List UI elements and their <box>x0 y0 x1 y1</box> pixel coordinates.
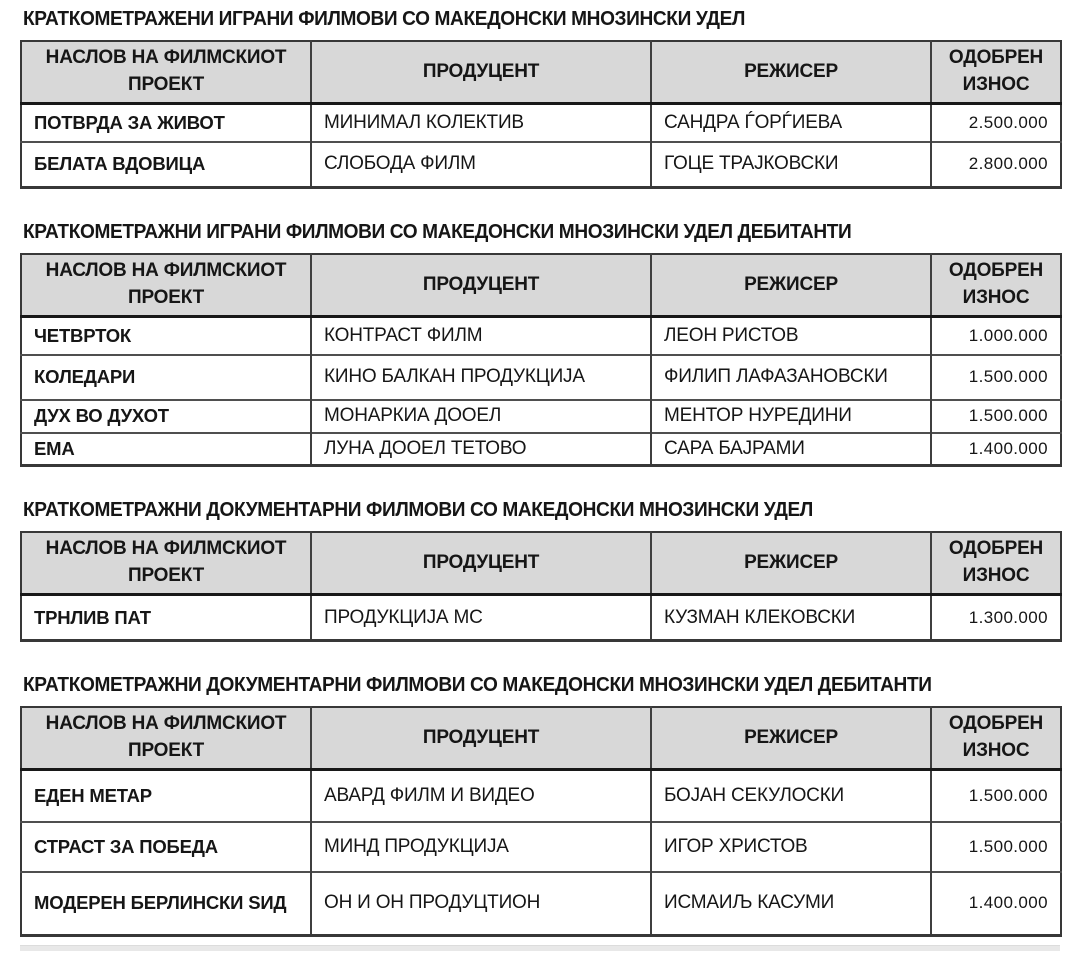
table-row <box>21 355 1061 400</box>
cell-producer: СЛОБОДА ФИЛМ <box>311 142 651 188</box>
films-table <box>20 706 1062 937</box>
table-row <box>21 770 1061 822</box>
table-row <box>21 433 1061 466</box>
section-title: КРАТКОМЕТРАЖНИ ДОКУМЕНТАРНИ ФИЛМОВИ СО МАКЕДОНСКИ МНОЗИНСКИ УДЕЛ <box>23 499 813 521</box>
cell-producer: КОНТРАСТ ФИЛМ <box>311 317 651 355</box>
cell-approved-amount: 1.500.000 <box>931 770 1061 822</box>
cell-approved-amount: 1.400.000 <box>931 433 1061 466</box>
column-header-producer: ПРОДУЦЕНТ <box>311 532 651 595</box>
column-header-film-title: НАСЛОВ НА ФИЛМСКИОТ ПРОЕКТ <box>21 41 311 104</box>
column-header-director: РЕЖИСЕР <box>651 707 931 770</box>
table-header-row <box>21 41 1061 104</box>
table-header-row <box>21 707 1061 770</box>
cell-producer: АВАРД ФИЛМ И ВИДЕО <box>311 770 651 822</box>
film-category-section <box>20 499 1060 642</box>
cell-director: САНДРА ЃОРЃИЕВА <box>651 104 931 142</box>
section-title: КРАТКОМЕТРАЖНИ ИГРАНИ ФИЛМОВИ СО МАКЕДОНСКИ МНОЗИНСКИ УДЕЛ ДЕБИТАНТИ <box>23 221 852 243</box>
cell-film-title: ЕДЕН МЕТАР <box>21 770 311 822</box>
cell-producer: МИНД ПРОДУКЦИЈА <box>311 822 651 872</box>
cell-approved-amount: 1.400.000 <box>931 872 1061 936</box>
table-row <box>21 400 1061 433</box>
cell-producer: МИНИМАЛ КОЛЕКТИВ <box>311 104 651 142</box>
film-category-section <box>20 674 1060 937</box>
cell-approved-amount: 1.000.000 <box>931 317 1061 355</box>
cell-director: ЛЕОН РИСТОВ <box>651 317 931 355</box>
cell-producer: КИНО БАЛКАН ПРОДУКЦИЈА <box>311 355 651 400</box>
table-row <box>21 595 1061 641</box>
cell-approved-amount: 2.800.000 <box>931 142 1061 188</box>
cell-director: ФИЛИП ЛАФАЗАНОВСКИ <box>651 355 931 400</box>
column-header-director: РЕЖИСЕР <box>651 41 931 104</box>
column-header-film-title: НАСЛОВ НА ФИЛМСКИОТ ПРОЕКТ <box>21 254 311 317</box>
column-header-director: РЕЖИСЕР <box>651 532 931 595</box>
cell-film-title: ДУХ ВО ДУХОТ <box>21 400 311 433</box>
table-body <box>21 595 1061 641</box>
table-row <box>21 872 1061 936</box>
table-row <box>21 142 1061 188</box>
cell-film-title: ЕМА <box>21 433 311 466</box>
table-row <box>21 822 1061 872</box>
cell-producer: МОНАРКИА ДООЕЛ <box>311 400 651 433</box>
table-body <box>21 770 1061 936</box>
column-header-producer: ПРОДУЦЕНТ <box>311 41 651 104</box>
column-header-producer: ПРОДУЦЕНТ <box>311 707 651 770</box>
cell-director: САРА БАЈРАМИ <box>651 433 931 466</box>
film-category-section <box>20 8 1060 189</box>
table-body <box>21 317 1061 466</box>
column-header-director: РЕЖИСЕР <box>651 254 931 317</box>
table-row <box>21 104 1061 142</box>
film-category-section <box>20 221 1060 467</box>
column-header-approved-amount: ОДОБРЕН ИЗНОС <box>931 707 1061 770</box>
column-header-approved-amount: ОДОБРЕН ИЗНОС <box>931 532 1061 595</box>
table-row <box>21 317 1061 355</box>
cell-producer: ПРОДУКЦИЈА МС <box>311 595 651 641</box>
cell-film-title: ПОТВРДА ЗА ЖИВОТ <box>21 104 311 142</box>
cell-director: ИСМАИЉ КАСУМИ <box>651 872 931 936</box>
table-header-row <box>21 532 1061 595</box>
cell-director: ГОЦЕ ТРАЈКОВСКИ <box>651 142 931 188</box>
section-title: КРАТКОМЕТРАЖЕНИ ИГРАНИ ФИЛМОВИ СО МАКЕДОНСКИ МНОЗИНСКИ УДЕЛ <box>23 8 745 30</box>
column-header-film-title: НАСЛОВ НА ФИЛМСКИОТ ПРОЕКТ <box>21 707 311 770</box>
cell-approved-amount: 1.500.000 <box>931 355 1061 400</box>
cell-director: МЕНТОР НУРЕДИНИ <box>651 400 931 433</box>
cell-producer: ЛУНА ДООЕЛ ТЕТОВО <box>311 433 651 466</box>
films-table <box>20 40 1062 189</box>
cell-approved-amount: 2.500.000 <box>931 104 1061 142</box>
column-header-approved-amount: ОДОБРЕН ИЗНОС <box>931 254 1061 317</box>
cell-film-title: КОЛЕДАРИ <box>21 355 311 400</box>
films-table <box>20 531 1062 642</box>
cell-film-title: ЧЕТВРТОК <box>21 317 311 355</box>
column-header-film-title: НАСЛОВ НА ФИЛМСКИОТ ПРОЕКТ <box>21 532 311 595</box>
cell-approved-amount: 1.300.000 <box>931 595 1061 641</box>
cell-director: КУЗМАН КЛЕКОВСКИ <box>651 595 931 641</box>
cell-producer: ОН И ОН ПРОДУЦТИОН <box>311 872 651 936</box>
cell-director: БОЈАН СЕКУЛОСКИ <box>651 770 931 822</box>
column-header-producer: ПРОДУЦЕНТ <box>311 254 651 317</box>
column-header-approved-amount: ОДОБРЕН ИЗНОС <box>931 41 1061 104</box>
cell-approved-amount: 1.500.000 <box>931 822 1061 872</box>
table-header-row <box>21 254 1061 317</box>
cell-film-title: МОДЕРЕН БЕРЛИНСКИ ЅИД <box>21 872 311 936</box>
cell-film-title: БЕЛАТА ВДОВИЦА <box>21 142 311 188</box>
section-title: КРАТКОМЕТРАЖНИ ДОКУМЕНТАРНИ ФИЛМОВИ СО МАКЕДОНСКИ МНОЗИНСКИ УДЕЛ ДЕБИТАНТИ <box>23 674 932 696</box>
cell-director: ИГОР ХРИСТОВ <box>651 822 931 872</box>
cell-film-title: ТРНЛИВ ПАТ <box>21 595 311 641</box>
cell-film-title: СТРАСТ ЗА ПОБЕДА <box>21 822 311 872</box>
table-body <box>21 104 1061 188</box>
next-table-top-sliver <box>20 945 1060 951</box>
film-sections-container <box>20 8 1060 937</box>
cell-approved-amount: 1.500.000 <box>931 400 1061 433</box>
films-table <box>20 253 1062 467</box>
